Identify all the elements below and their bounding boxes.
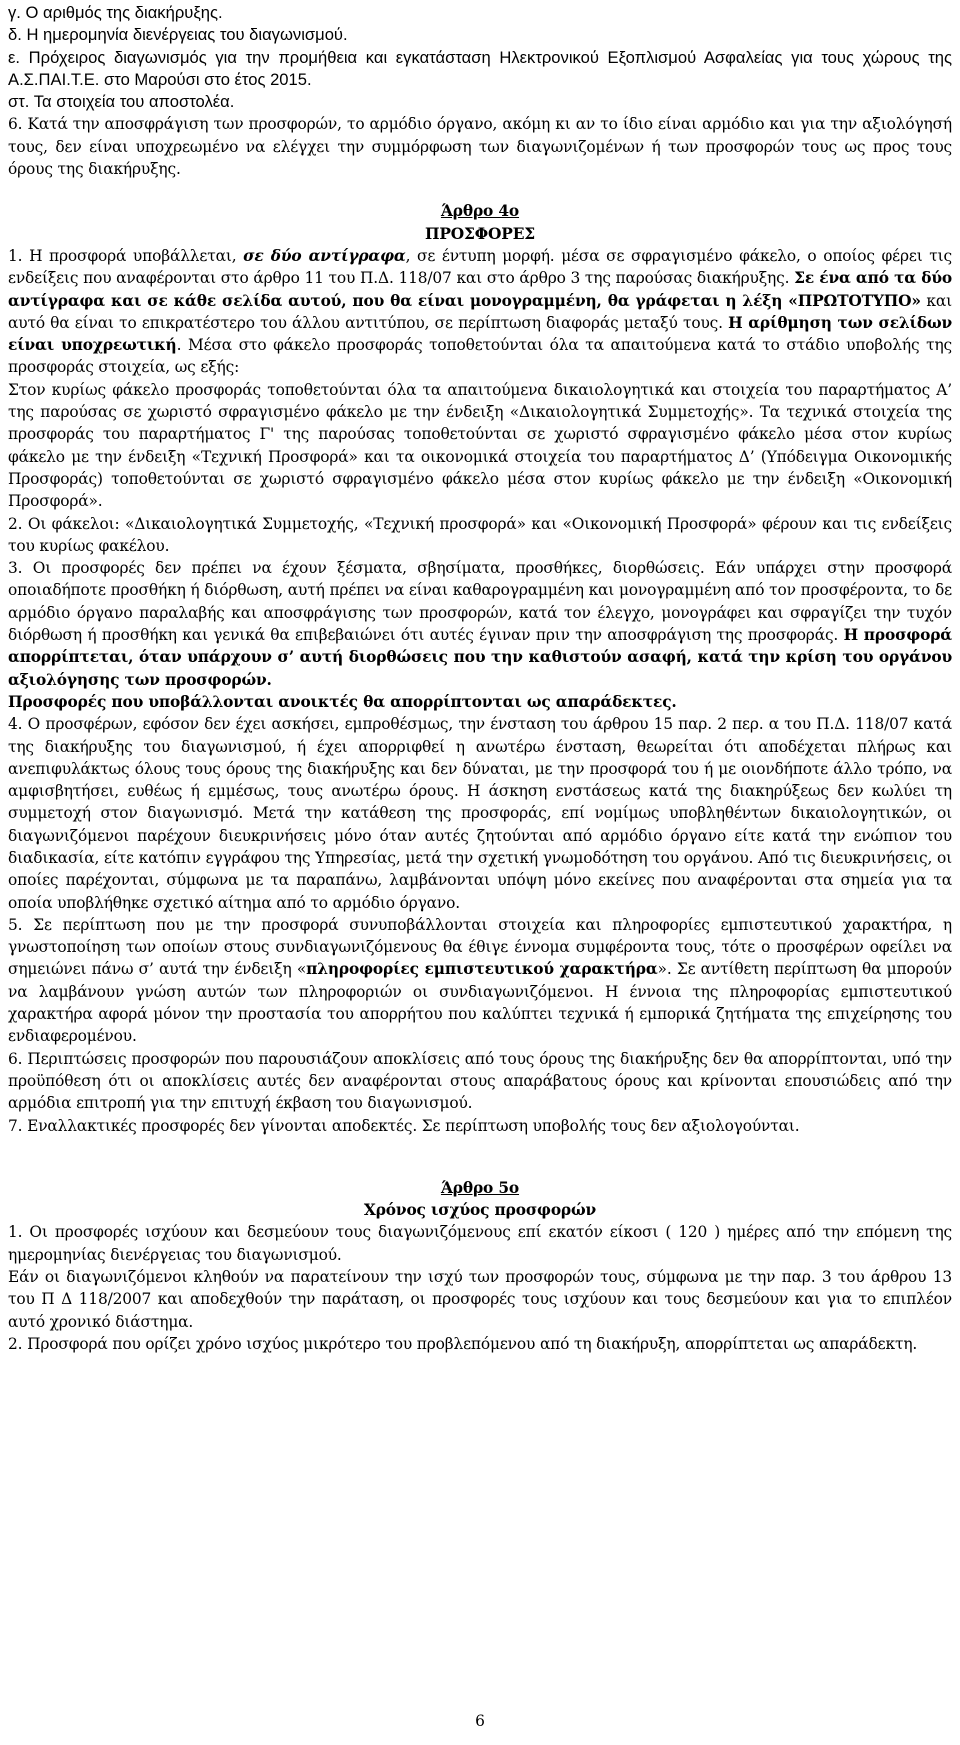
article-4-paragraph-3b: Προσφορές που υποβάλλονται ανοικτές θα απορρίπτονται ως απαράδεκτες. bbox=[8, 692, 677, 711]
article-4-paragraph-7: 7. Εναλλακτικές προσφορές δεν γίνονται αποδεκτές. Σε περίπτωση υποβολής τους δεν αξιολογούνται. bbox=[8, 1116, 800, 1135]
article-5-heading bbox=[8, 1177, 952, 1222]
page-number: 6 bbox=[475, 1712, 485, 1730]
article-4-paragraph-5: 5. Σε περίπτωση που με την προσφορά συνυποβάλλονται στοιχεία και πληροφορίες εμπιστευτικού χαρακτήρα, η γνωστοποίηση των οποίων στους συνδιαγωνιζόμενους θα έθιγε έννομα συμφέροντα τους, τότε ο προσφέρων οφείλει να σημειώνει πάνω σ’ αυτά την ένδειξη «πληροφορίες εμπιστευτικού χαρακτήρα». Σε αντίθετη περίπτωση θα μπορούν να λαμβάνουν γνώση αυτών των πληροφοριών οι συνδιαγωνιζόμενοι. Η έννοια της πληροφορίας εμπιστευτικού χαρακτήρα αφορά μόνον την προστασία του απορρήτου που καλύπτει τεχνικά ή εμπορικά ζητήματα της επιχείρησης του ενδιαφερομένου. bbox=[8, 915, 953, 1046]
article-5-title: Άρθρο 5ο bbox=[440, 1178, 520, 1197]
article-4-paragraph-2: 2. Οι φάκελοι: «Δικαιολογητικά Συμμετοχής, «Τεχνική προσφορά» και «Οικονομική Προσφορά» φέρουν και τις ενδείξεις του κυρίως φακέλου. bbox=[8, 514, 952, 555]
list-item-g: γ. Ο αριθμός της διακήρυξης. bbox=[8, 3, 223, 22]
article-5-paragraph-1b: Εάν οι διαγωνιζόμενοι κληθούν να παρατείνουν την ισχύ των προσφορών τους, σύμφωνα με την παρ. 3 του άρθρου 13 του Π Δ 118/2007 και αποδεχθούν την παράταση, οι προσφορές τους ισχύουν και τους δεσμεύουν και για το επιπλέον αυτό χρονικό διάστημα. bbox=[8, 1268, 952, 1331]
document-page bbox=[8, 2, 952, 1355]
paragraph-6-opening: 6. Κατά την αποσφράγιση των προσφορών, το αρμόδιο όργανο, ακόμη κι αν το ίδιο είναι αρμόδιο και για την αξιολόγησή τους, δεν είναι υποχρεωμένο να ελέγχει την συμμόρφωση των διαγωνιζομένων ή των προσφορών τους ως προς τους όρους της διακήρυξης. bbox=[8, 115, 952, 179]
article-4-title: Άρθρο 4ο bbox=[440, 202, 520, 221]
list-item-st: στ. Τα στοιχεία του αποστολέα. bbox=[8, 92, 235, 112]
article-4-paragraph-1b: Στον κυρίως φάκελο προσφοράς τοποθετούνται όλα τα απαιτούμενα δικαιολογητικά και στοιχεία του παραρτήματος Α’ της παρούσας σε χωριστό σφραγισμένο φάκελο με την ένδειξη «Δικαιολογητικά Συμμετοχής». Τα τεχνικά στοιχεία της προσφοράς του παραρτήματος Γ' της παρούσας τοποθετούνται σε χωριστό σφραγισμένο φάκελο μέσα στον κυρίως φάκελο με την ένδειξη «Τεχνική Προσφορά» και τα οικονομικά στοιχεία του παραρτήματος Δ’ (Υπόδειγμα Οικονομικής Προσφοράς) τοποθετούνται σε χωριστό σφραγισμένο φάκελο μέσα στον κυρίως φάκελο με την ένδειξη «Οικονομική Προσφορά». bbox=[8, 380, 952, 511]
article-4-subtitle: ΠΡΟΣΦΟΡΕΣ bbox=[424, 224, 536, 243]
article-4-paragraph-1: 1. Η προσφορά υποβάλλεται, σε δύο αντίγραφα, σε έντυπη μορφή. μέσα σε σφραγισμένο φάκελο, ο οποίος φέρει τις ενδείξεις που αναφέρονται στο άρθρο 11 του Π.Δ. 118/07 και στο άρθρο 3 της παρούσας διακήρυξης. Σε ένα από τα δύο αντίγραφα και σε κάθε σελίδα αυτού, που θα είναι μονογραμμένη, θα γράφεται η λέξη «ΠΡΩΤΟΤΥΠΟ» και αυτό θα είναι το επικρατέστερο του άλλου αντιτύπου, σε περίπτωση διαφοράς μεταξύ τους. Η αρίθμηση των σελίδων είναι υποχρεωτική. Μέσα στο φάκελο προσφοράς τοποθετούνται όλα τα απαιτούμενα κατά το στάδιο υποβολής της προσφοράς στοιχεία, ως εξής: bbox=[8, 246, 953, 377]
article-4-paragraph-4: 4. Ο προσφέρων, εφόσον δεν έχει ασκήσει, εμπροθέσμως, την ένσταση του άρθρου 15 παρ. 2 περ. α του Π.Δ. 118/07 κατά της διακήρυξης του διαγωνισμού, ή έχει απορριφθεί η ανωτέρω ένσταση, θεωρείται ότι αποδέχεται πλήρως και ανεπιφυλάκτως όλους τους όρους της διακήρυξης και δεν δύναται, με την προσφορά του ή με οιονδήποτε άλλο τρόπο, να αμφισβητήσει, ευθέως ή εμμέσως, τους ανωτέρω όρους. Η άσκηση ενστάσεως κατά της διακηρύξεως δεν κωλύει τη συμμετοχή στον διαγωνισμό. Μετά την κατάθεση της προσφοράς, επί νομίμως υποβληθέντων δικαιολογητικών, οι διαγωνιζόμενοι παρέχουν διευκρινήσεις μόνο όταν αυτές ζητούνται από αρμόδιο όργανο είτε κατά την ενώπιον του διαδικασία, είτε κατόπιν εγγράφου της Υπηρεσίας, μετά την σχετική γνωμοδότηση του οργάνου. Από τις διευκρινήσεις, οι οποίες παρέχονται, σύμφωνα με τα παραπάνω, λαμβάνονται υπόψη μόνο εκείνες που αναφέρονται στα σημεία για τα οποία υποβλήθηκε σχετικό αίτημα από το αρμόδιο όργανο. bbox=[8, 715, 952, 912]
list-item-d: δ. Η ημερομηνία διενέργειας του διαγωνισμού. bbox=[8, 25, 348, 45]
article-4-heading bbox=[8, 200, 952, 245]
article-4-paragraph-6: 6. Περιπτώσεις προσφορών που παρουσιάζουν αποκλίσεις από τους όρους της διακήρυξης δεν θα απορρίπτονται, υπό την προϋπόθεση ότι οι αποκλίσεις αυτές δεν αναφέρονται στους απαράβατους όρους και κρίνονται επουσιώδεις από την αρμόδια επιτροπή για την επιτυχή έκβαση του διαγωνισμού. bbox=[8, 1049, 952, 1113]
list-item-e: ε. Πρόχειρος διαγωνισμός για την προμήθεια και εγκατάσταση Ηλεκτρονικού Εξοπλισμού Ασφαλείας για τους χώρους της Α.Σ.ΠΑΙ.Τ.Ε. στο Μαρούσι στο έτος 2015. bbox=[8, 47, 952, 89]
article-5-subtitle: Χρόνος ισχύος προσφορών bbox=[363, 1201, 597, 1220]
article-4-paragraph-3: 3. Οι προσφορές δεν πρέπει να έχουν ξέσματα, σβησίματα, προσθήκες, διορθώσεις. Εάν υπάρχει στην προσφορά οποιαδήποτε προσθήκη ή διόρθωση, αυτή πρέπει να είναι καθαρογραμμένη και μονογραμμένη από τον προσφέροντα, το δε αρμόδιο όργανο παραλαβής και αποσφράγισης των προσφορών, κατά τον έλεγχο, μονογράφει και σφραγίζει την τυχόν διόρθωση ή προσθήκη και γενικά θα επιβεβαιώνει ότι αυτές έγιναν πριν την αποσφράγιση της προσφοράς. Η προσφορά απορρίπτεται, όταν υπάρχουν σ’ αυτή διορθώσεις που την καθιστούν ασαφή, κατά την κρίση του οργάνου αξιολόγησης των προσφορών. bbox=[8, 559, 952, 689]
article-5-paragraph-2: 2. Προσφορά που ορίζει χρόνο ισχύος μικρότερο του προβλεπόμενου από τη διακήρυξη, απορρίπτεται ως απαράδεκτη. bbox=[8, 1334, 918, 1353]
article-5-paragraph-1: 1. Οι προσφορές ισχύουν και δεσμεύουν τους διαγωνιζόμενους επί εκατόν είκοσι ( 120 ) ημέρες από την επόμενη της ημερομηνίας διενέργειας του διαγωνισμού. bbox=[8, 1223, 952, 1264]
